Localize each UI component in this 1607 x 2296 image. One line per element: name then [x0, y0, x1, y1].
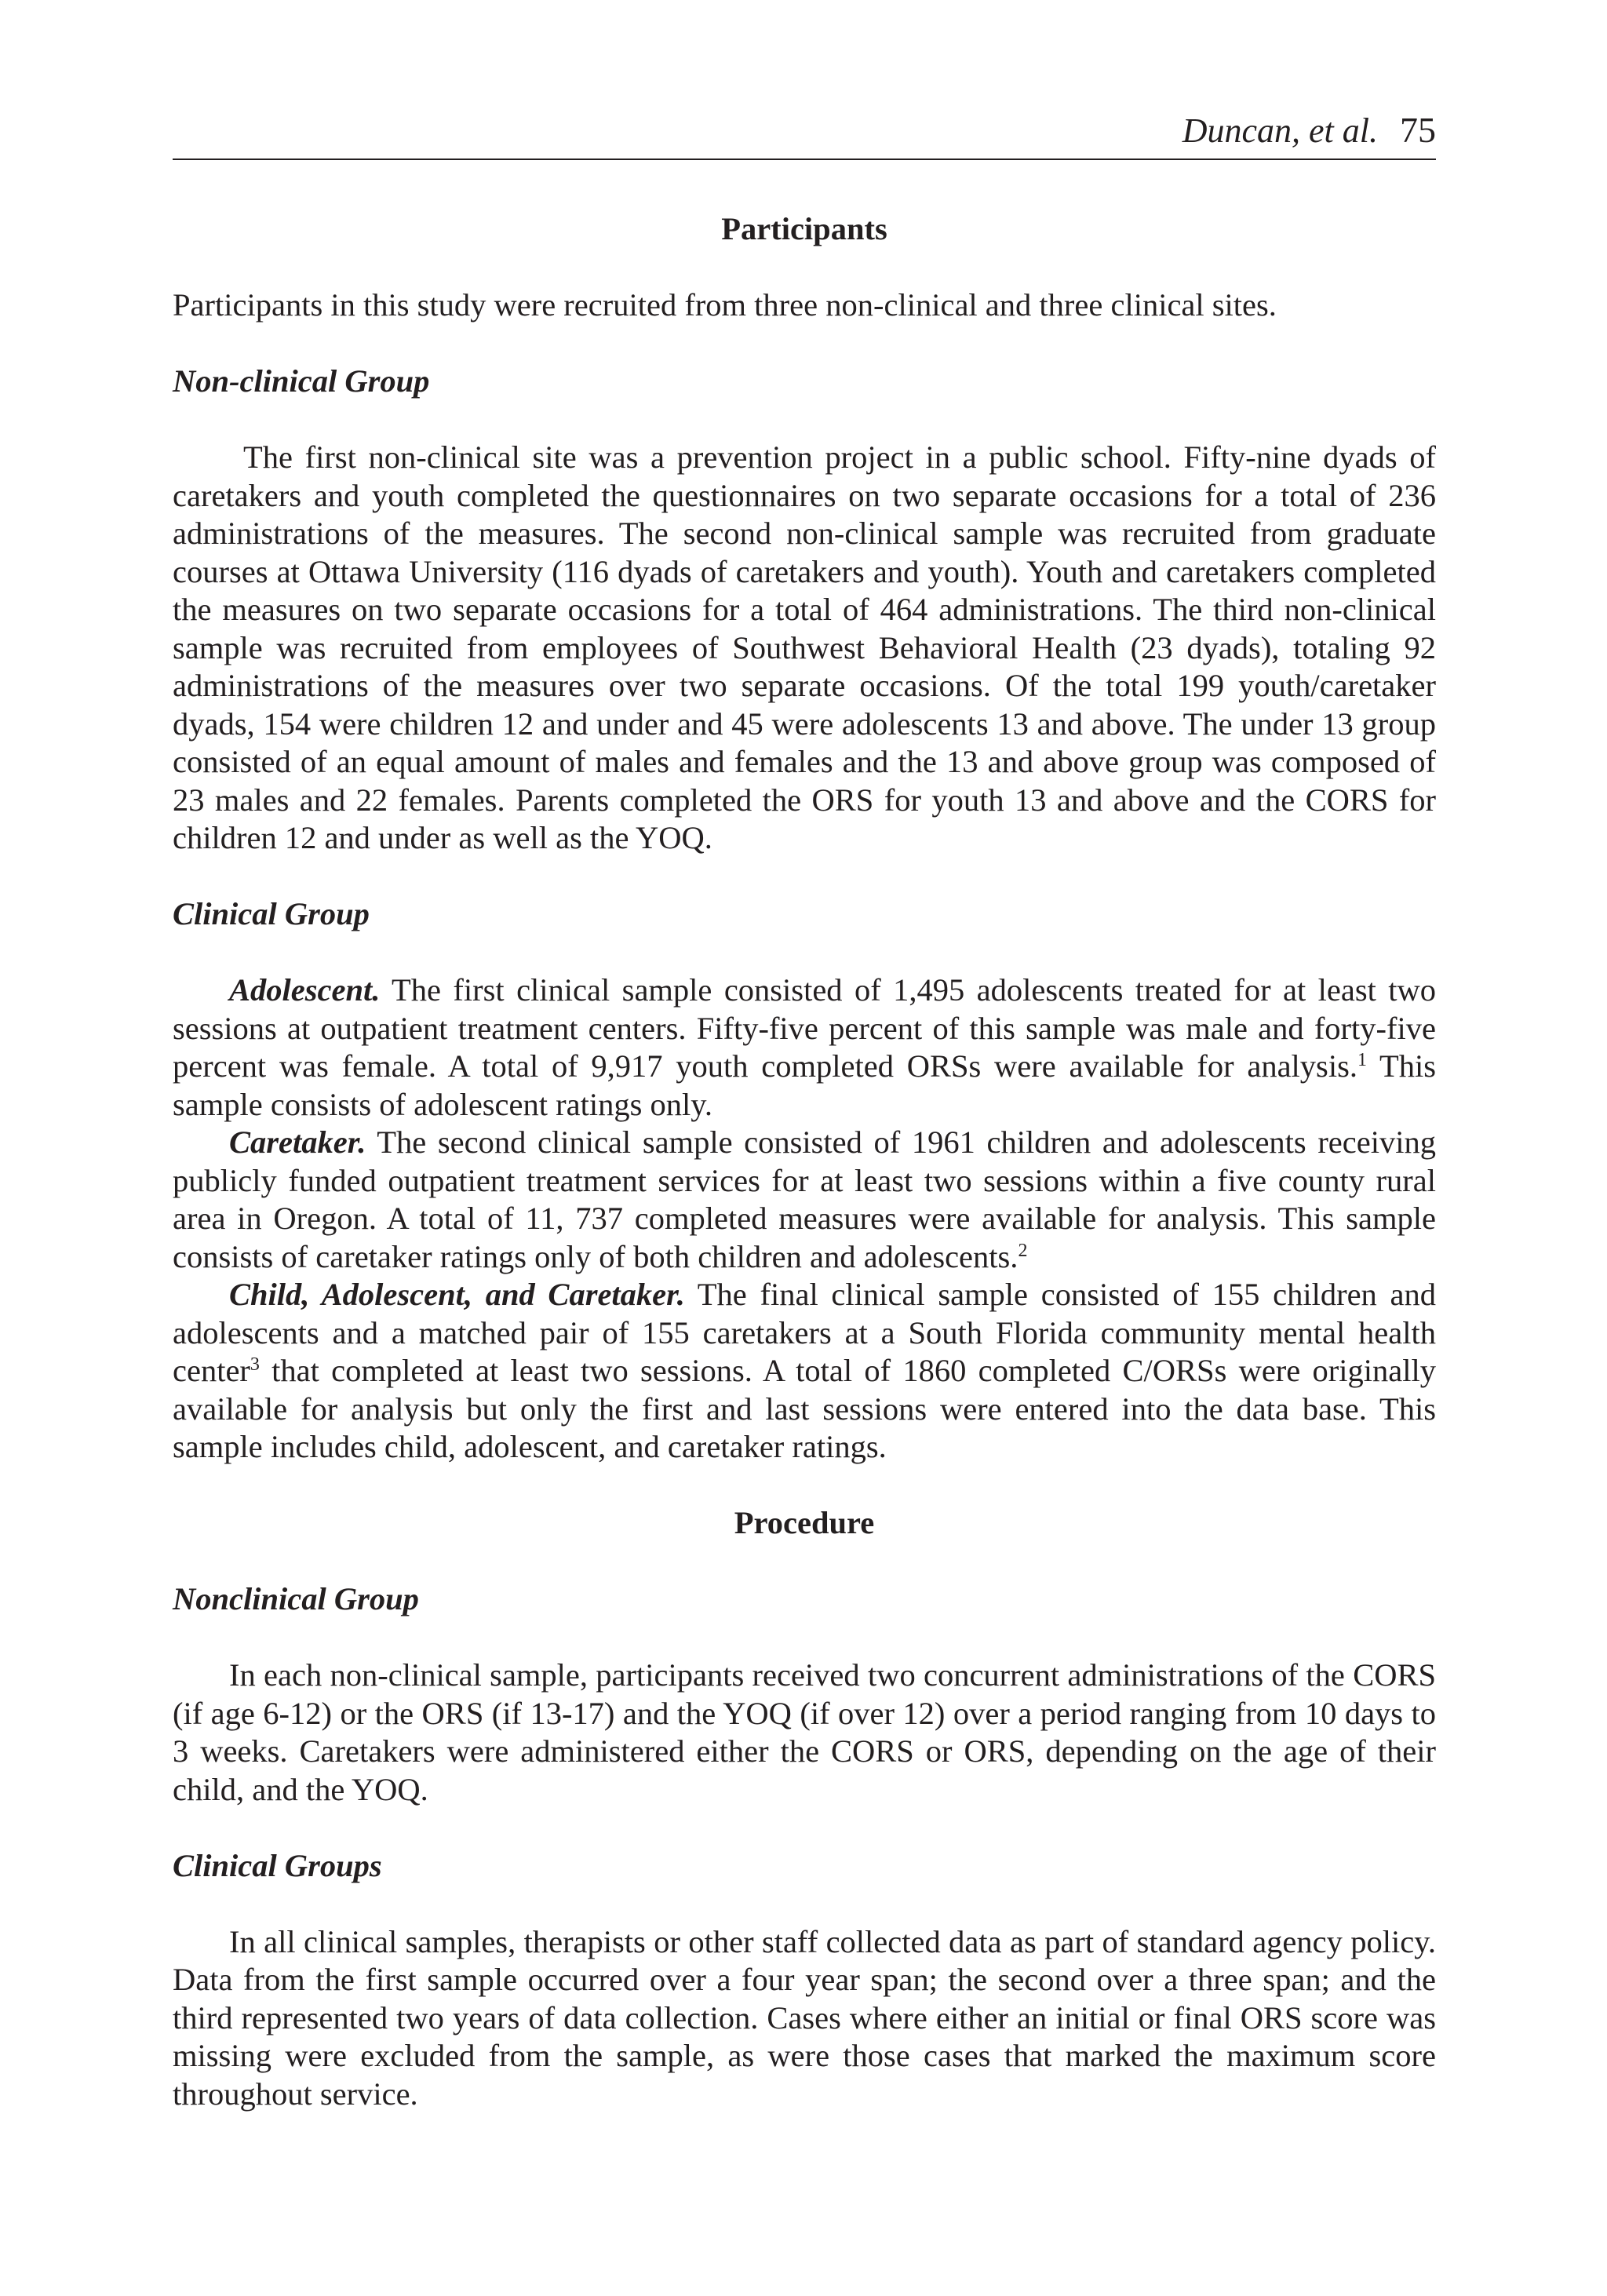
- procedure-nonclinical-paragraph: In each non-clinical sample, participants received two concurrent administrations of the CORS (if age 6-12) or the ORS (if 13-17) and the YOQ (if over 12) over a period ranging from 10 days to 3 weeks. Caretakers were administered either the CORS or ORS, depending on the age of their child, and the YOQ.: [173, 1657, 1436, 1807]
- clinical-group-heading: Clinical Group: [173, 896, 370, 931]
- participants-heading: Participants: [721, 211, 887, 246]
- procedure-clinical-paragraph: In all clinical samples, therapists or other staff collected data as part of standard agency policy. Data from the first sample occurred over a four year span; the second over a three span; and the third represented two years of data collection. Cases where either an initial or final ORS score was missing were excluded from the sample, as were those cases that marked the maximum score throughout service.: [173, 1923, 1436, 2112]
- running-header: [173, 108, 1436, 160]
- nonclinical-group-heading: Non-clinical Group: [173, 363, 430, 399]
- procedure-clinical-heading: Clinical Groups: [173, 1847, 382, 1883]
- combined-runin: Child, Adolescent, and Caretaker.: [229, 1277, 685, 1312]
- combined-paragraph: [173, 1276, 1436, 1467]
- participants-intro: Participants in this study were recruited from three non-clinical and three clinical sites.: [173, 287, 1277, 323]
- procedure-heading: Procedure: [734, 1505, 875, 1540]
- caretaker-runin: Caretaker.: [229, 1124, 366, 1160]
- running-head-text: [1182, 108, 1436, 153]
- combined-text-after: that completed at least two sessions. A total of 1860 completed C/ORSs were originally available for analysis but only the first and last sessions were entered into the data base. This sample includes child, adolescent, and caretaker ratings.: [173, 1353, 1436, 1464]
- nonclinical-group-paragraph: The first non-clinical site was a prevention project in a public school. Fifty-nine dyads of caretakers and youth completed the questionnaires on two separate occasions for a total of 236 administrations of the measures. The second non-clinical sample was recruited from graduate courses at Ottawa University (116 dyads of caretakers and youth). Youth and caretakers completed the measures on two separate occasions for a total of 464 administrations. The third non-clinical sample was recruited from employees of Southwest Behavioral Health (23 dyads), totaling 92 administrations of the measures over two separate occasions. Of the total 199 youth/caretaker dyads, 154 were children 12 and under and 45 were adolescents 13 and above. The under 13 group consisted of an equal amount of males and females and the 13 and above group was composed of 23 males and 22 females. Parents completed the ORS for youth 13 and above and the CORS for children 12 and under as well as the YOQ.: [173, 439, 1436, 855]
- running-head-authors: Duncan, et al.: [1182, 111, 1378, 150]
- adolescent-paragraph: [173, 971, 1436, 1124]
- article-body: [173, 210, 1436, 2113]
- footnote-mark-2: 2: [1018, 1240, 1028, 1261]
- caretaker-text: The second clinical sample consisted of 1961 children and adolescents receiving publicly funded outpatient treatment services for at least two sessions within a five county rural area in Oregon. A total of 11, 737 completed measures were available for analysis. This sample consists of caretaker ratings only of both children and adolescents.: [173, 1124, 1436, 1274]
- procedure-nonclinical-heading: Nonclinical Group: [173, 1581, 419, 1616]
- adolescent-runin: Adolescent.: [229, 972, 381, 1008]
- adolescent-text: The first clinical sample consisted of 1,495 adolescents treated for at least two sessions at outpatient treatment centers. Fifty-five percent of this sample was male and forty-five percent was female. A total of 9,917 youth completed ORSs were available for analysis.: [173, 972, 1436, 1084]
- footnote-mark-1: 1: [1357, 1050, 1367, 1070]
- footnote-mark-3: 3: [250, 1354, 260, 1375]
- caretaker-paragraph: [173, 1124, 1436, 1276]
- page-number: 75: [1400, 110, 1436, 150]
- adolescent-text-after: This sample consists of adolescent ratings only.: [173, 1048, 1436, 1122]
- combined-text: The final clinical sample consisted of 155 children and adolescents and a matched pair of 155 caretakers at a South Florida community mental health center: [173, 1277, 1436, 1388]
